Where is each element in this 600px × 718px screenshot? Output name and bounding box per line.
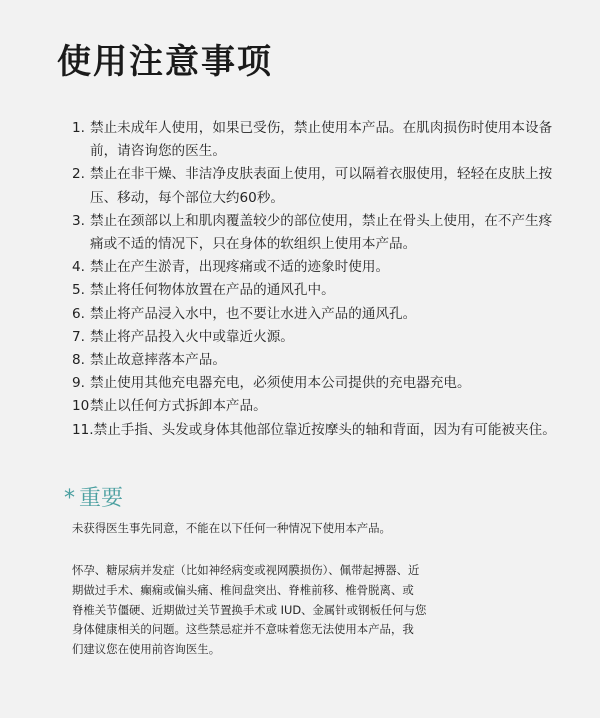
rule-number: 4.	[72, 259, 85, 276]
rule-number: 1.	[72, 120, 85, 136]
rule-number: 7.	[72, 328, 85, 345]
rule-text: 禁止将产品浸入水中，也不要让水进入产品的通风孔。	[90, 305, 417, 322]
rule-text: 禁止未成年人使用，如果已受伤，禁止使用本产品。在肌肉损伤时使用本设备前，请咨询您的医生。	[90, 120, 553, 160]
rule-number: 11.	[72, 421, 94, 438]
paragraph-line: 身体健康相关的问题。这些禁忌症并不意味着您无法使用本产品，我	[72, 622, 414, 637]
rule-number: 2.	[72, 166, 85, 183]
rule-number: 3.	[72, 212, 85, 229]
important-note: 未获得医生事先同意，不能在以下任何一种情况下使用本产品。	[72, 521, 391, 535]
rule-item	[72, 395, 562, 418]
rule-number: 5.	[72, 282, 85, 299]
rule-text: 禁止手指、头发或身体其他部位靠近按摩头的轴和背面，因为有可能被夹住。	[93, 421, 556, 438]
rules-list	[72, 117, 562, 442]
rule-item	[72, 117, 562, 163]
rule-item	[72, 210, 562, 256]
paragraph-line: 怀孕、糖尿病并发症（比如神经病变或视网膜损伤）、佩带起搏器、近	[72, 563, 420, 577]
rule-item	[72, 256, 562, 279]
rule-number: 10	[72, 398, 90, 415]
rule-item	[72, 419, 562, 442]
rule-text: 禁止在非干燥、非洁净皮肤表面上使用，可以隔着衣服使用，轻轻在皮肤上按压、移动，每个部位大约60秒。	[90, 166, 553, 206]
rule-number: 9.	[72, 375, 85, 392]
contraindications-paragraph	[72, 561, 472, 660]
rule-text: 禁止使用其他充电器充电，必须使用本公司提供的充电器充电。	[90, 375, 471, 392]
rule-text: 禁止将任何物体放置在产品的通风孔中。	[90, 282, 335, 299]
rule-item	[72, 279, 562, 302]
rule-item	[72, 163, 562, 209]
rule-number: 8.	[72, 352, 85, 369]
rule-text: 禁止将产品投入火中或靠近火源。	[90, 328, 294, 345]
important-heading-text: 重要	[79, 486, 124, 511]
rule-text: 禁止在颈部以上和肌肉覆盖较少的部位使用，禁止在骨头上使用，在不产生疼痛或不适的情况下，只在身体的软组织上使用本产品。	[90, 212, 553, 253]
asterisk-icon: *	[64, 486, 75, 511]
paragraph-line: 们建议您在使用前咨询医生。	[72, 642, 221, 657]
page-title: 使用注意事项	[57, 42, 273, 82]
rule-text: 禁止在产生淤青，出现疼痛或不适的迹象时使用。	[90, 259, 390, 276]
paragraph-line: 脊椎关节僵硬、近期做过关节置换手术或 IUD、金属针或钢板任何与您	[72, 602, 427, 617]
rule-number: 6.	[72, 305, 85, 322]
rule-item	[72, 372, 562, 395]
important-heading	[64, 484, 123, 514]
rule-item	[72, 303, 562, 326]
rule-text: 禁止故意摔落本产品。	[90, 352, 226, 369]
paragraph-line: 期做过手术、癫痫或偏头痛、椎间盘突出、脊椎前移、椎骨脱离、或	[72, 582, 414, 597]
rule-text: 禁止以任何方式拆卸本产品。	[90, 398, 267, 415]
rule-item	[72, 326, 562, 349]
rule-item	[72, 349, 562, 372]
